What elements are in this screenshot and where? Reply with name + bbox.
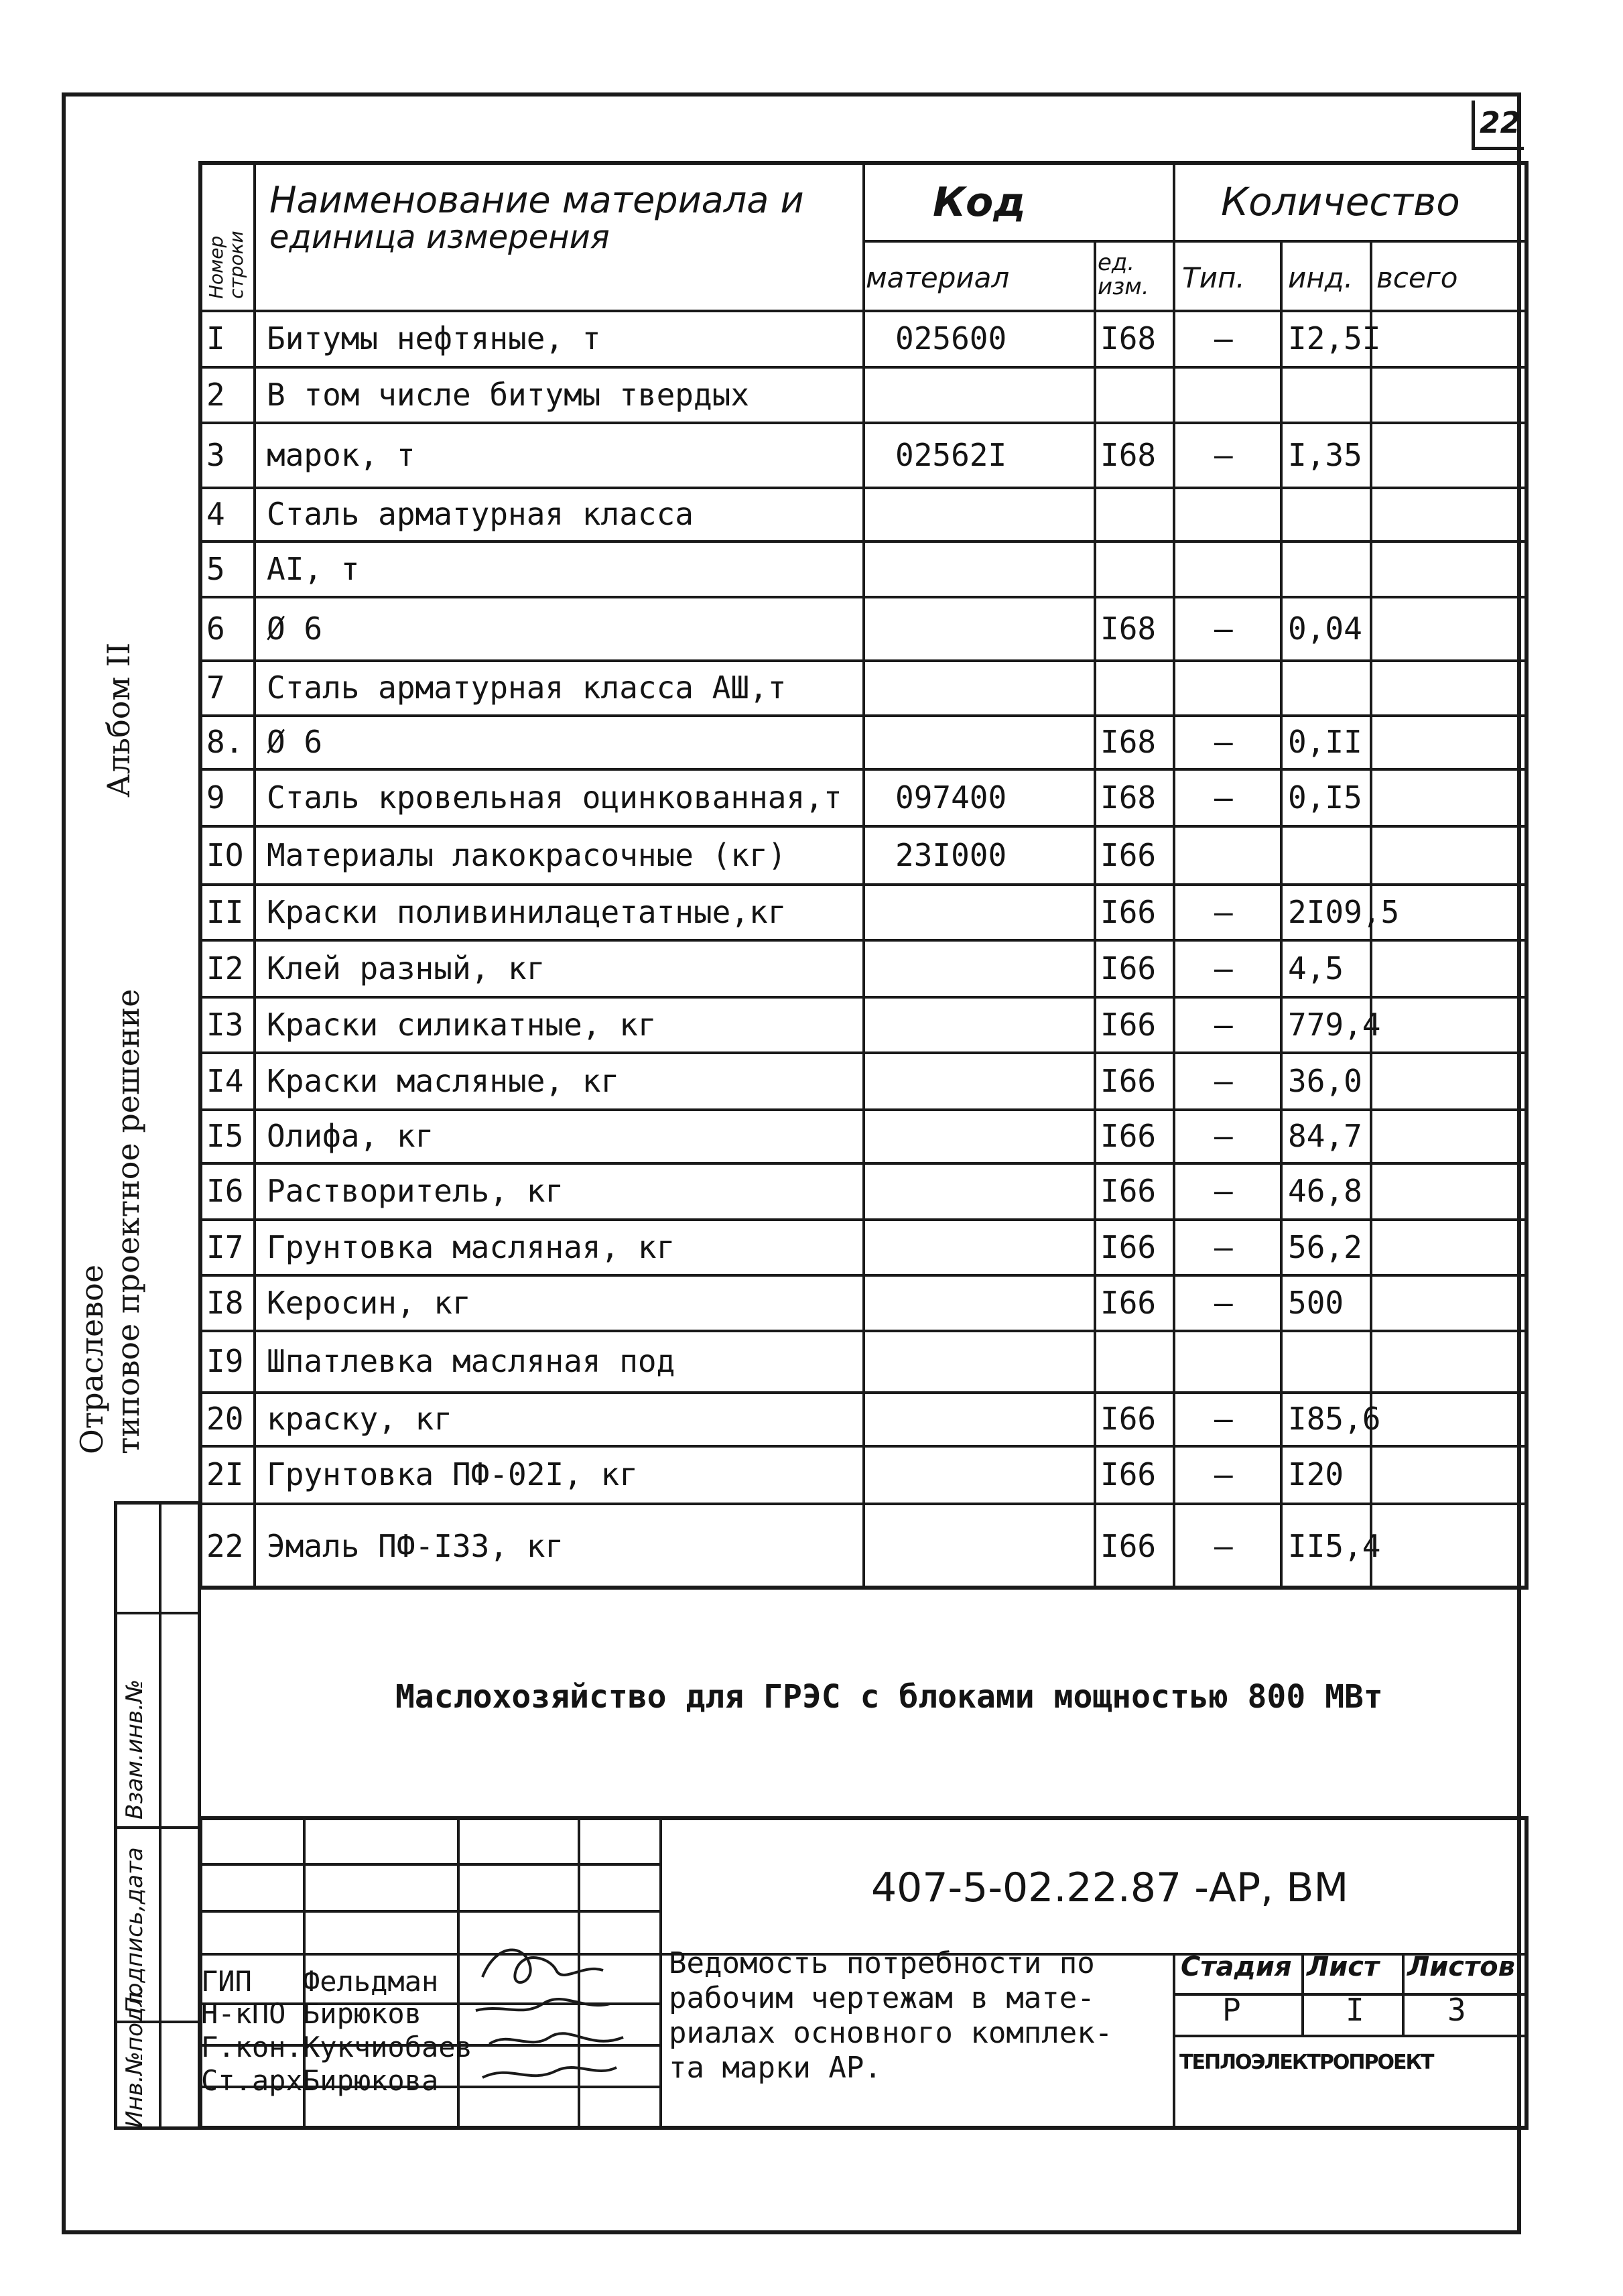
cell-unit: I66 xyxy=(1100,1118,1157,1154)
type-header: Тип. xyxy=(1182,261,1245,294)
cell-type: – xyxy=(1214,436,1233,473)
cell-ind: 0,I5 xyxy=(1288,779,1362,816)
cell-code: 02562I xyxy=(895,436,1007,473)
cell-n: IO xyxy=(206,836,244,873)
cell-unit: I66 xyxy=(1100,1401,1157,1437)
cell-unit: I66 xyxy=(1100,836,1157,873)
cell-n: 7 xyxy=(206,669,225,706)
cell-unit: I66 xyxy=(1100,1228,1157,1265)
row-divider xyxy=(202,1274,1526,1277)
row-divider xyxy=(202,1218,1526,1221)
row-divider xyxy=(202,825,1526,828)
row-divider xyxy=(202,540,1526,543)
cell-name: краску, кг xyxy=(267,1401,452,1437)
name-npo: Бирюков xyxy=(303,1997,422,2030)
album-label: Альбом II xyxy=(101,642,137,798)
cell-n: II xyxy=(206,893,244,930)
row-divider xyxy=(202,768,1526,771)
cell-name: Краски масляные, кг xyxy=(267,1062,620,1099)
row-divider xyxy=(202,659,1526,662)
cell-type: – xyxy=(1214,779,1233,816)
cell-type: – xyxy=(1214,1062,1233,1099)
cell-ind: 4,5 xyxy=(1288,950,1344,986)
material-header: материал xyxy=(866,261,1010,294)
cell-name: Материалы лакокрасочные (кг) xyxy=(267,836,787,873)
row-divider xyxy=(202,1162,1526,1165)
cell-n: I3 xyxy=(206,1006,244,1043)
cell-code: 097400 xyxy=(895,779,1007,816)
cell-name: Эмаль ПФ-I33, кг xyxy=(267,1528,564,1564)
cell-name: Грунтовка ПФ-02I, кг xyxy=(267,1456,638,1492)
cell-type: – xyxy=(1214,1228,1233,1265)
cell-n: I5 xyxy=(206,1118,244,1154)
cell-n: I9 xyxy=(206,1343,244,1379)
cell-name: Растворитель, кг xyxy=(267,1173,564,1209)
cell-unit: I66 xyxy=(1100,1284,1157,1321)
cell-type: – xyxy=(1214,724,1233,760)
cell-unit: I66 xyxy=(1100,950,1157,986)
unit-header: ед. изм. xyxy=(1098,249,1149,300)
role-npo: Н-кПО xyxy=(201,1997,286,2030)
row-divider xyxy=(202,996,1526,999)
individual-header: инд. xyxy=(1288,261,1354,294)
handwritten-signatures xyxy=(469,1937,630,2091)
cell-ind: 84,7 xyxy=(1288,1118,1362,1154)
cell-ind: 779,4 xyxy=(1288,1006,1381,1043)
cell-name: Сталь кровельная оцинкованная,т xyxy=(267,779,842,816)
cell-ind: I20 xyxy=(1288,1456,1344,1492)
cell-n: I6 xyxy=(206,1173,244,1209)
cell-name: Ø 6 xyxy=(267,610,323,647)
cell-n: 9 xyxy=(206,779,225,816)
cell-type: – xyxy=(1214,1456,1233,1492)
cell-unit: I68 xyxy=(1100,779,1157,816)
cell-n: 4 xyxy=(206,496,225,532)
signature-date-label: Подпись,дата xyxy=(121,1847,148,2014)
replacement-inv-label: Взам.инв.№ xyxy=(121,1679,148,1820)
cell-ind: 36,0 xyxy=(1288,1062,1362,1099)
row-divider xyxy=(202,1051,1526,1054)
row-divider xyxy=(202,596,1526,598)
cell-name: Битумы нефтяные, т xyxy=(267,320,601,357)
document-code: 407-5-02.22.87 -АР, ВМ xyxy=(871,1864,1349,1911)
cell-n: I4 xyxy=(206,1062,244,1099)
cell-ind: I85,6 xyxy=(1288,1401,1381,1437)
stage-label: Стадия xyxy=(1181,1952,1292,1982)
row-divider xyxy=(202,1108,1526,1111)
row-divider xyxy=(202,939,1526,942)
cell-type: – xyxy=(1214,950,1233,986)
row-divider xyxy=(202,1503,1526,1505)
cell-name: Олифа, кг xyxy=(267,1118,434,1154)
cell-type: – xyxy=(1214,1118,1233,1154)
cell-ind: 46,8 xyxy=(1288,1173,1362,1209)
cell-n: 5 xyxy=(206,550,225,587)
total-header: всего xyxy=(1376,261,1458,294)
sheets-label: Листов xyxy=(1407,1952,1515,1982)
name-gkon: Кукчиобаев xyxy=(303,2031,472,2063)
cell-ind: I,35 xyxy=(1288,436,1362,473)
organization-name: ТЕПЛОЭЛЕКТРОПРОЕКТ xyxy=(1179,2051,1433,2074)
row-divider xyxy=(202,487,1526,489)
cell-ind: 56,2 xyxy=(1288,1228,1362,1265)
cell-n: I xyxy=(206,320,225,357)
cell-name: Краски силикатные, кг xyxy=(267,1006,657,1043)
cell-ind: I2,5I xyxy=(1288,320,1381,357)
cell-n: 2 xyxy=(206,376,225,413)
description-line: рабочим чертежам в мате- xyxy=(669,1981,1095,2015)
sheet-description xyxy=(669,1946,1112,2086)
cell-name: Сталь арматурная класса АШ,т xyxy=(267,669,787,706)
cell-type: – xyxy=(1214,1006,1233,1043)
materials-table xyxy=(198,161,1529,1590)
description-line: риалах основного комплек- xyxy=(669,2016,1113,2050)
cell-unit: I66 xyxy=(1100,1173,1157,1209)
row-divider xyxy=(202,422,1526,424)
cell-unit: I66 xyxy=(1100,1528,1157,1564)
row-divider xyxy=(202,1445,1526,1448)
cell-type: – xyxy=(1214,320,1233,357)
cell-name: Шпатлевка масляная под xyxy=(267,1343,675,1379)
page-number: 22 xyxy=(1480,106,1521,140)
cell-n: I7 xyxy=(206,1228,244,1265)
cell-unit: I66 xyxy=(1100,1062,1157,1099)
project-label-line2: типовое проектное решение xyxy=(110,988,146,1454)
cell-ind: 0,04 xyxy=(1288,610,1362,647)
cell-name: Грунтовка масляная, кг xyxy=(267,1228,675,1265)
cell-n: 2I xyxy=(206,1456,244,1492)
cell-name: марок, т xyxy=(267,436,415,473)
cell-code: 23I000 xyxy=(895,836,1007,873)
object-title: Маслохозяйство для ГРЭС с блоками мощностью 800 МВт xyxy=(395,1678,1383,1716)
cell-n: 20 xyxy=(206,1401,244,1437)
cell-ind: 500 xyxy=(1288,1284,1344,1321)
stage-value: Р xyxy=(1222,1992,1241,2028)
cell-n: I8 xyxy=(206,1284,244,1321)
cell-n: 3 xyxy=(206,436,225,473)
name-header-line1: Наименование материала и xyxy=(269,179,804,221)
row-divider xyxy=(202,883,1526,886)
cell-ind: 0,II xyxy=(1288,724,1362,760)
cell-ind: II5,4 xyxy=(1288,1528,1381,1564)
row-divider xyxy=(202,1391,1526,1394)
cell-ind: 2I09,5 xyxy=(1288,893,1400,930)
cell-name: AI, т xyxy=(267,550,360,587)
description-line: Ведомость потребности по xyxy=(669,1946,1095,1980)
quantity-header: Количество xyxy=(1221,179,1460,225)
cell-n: 22 xyxy=(206,1528,244,1564)
cell-name: Керосин, кг xyxy=(267,1284,471,1321)
cell-name: Клей разный, кг xyxy=(267,950,545,986)
role-gip: ГИП xyxy=(201,1965,252,1998)
row-divider xyxy=(202,1330,1526,1332)
cell-unit: I66 xyxy=(1100,1006,1157,1043)
cell-type: – xyxy=(1214,1528,1233,1564)
cell-name: Краски поливинилацетатные,кг xyxy=(267,893,787,930)
left-strip xyxy=(114,1501,201,2130)
description-line: та марки АР. xyxy=(669,2051,882,2085)
row-number-header: Номер строки xyxy=(205,231,247,299)
cell-n: I2 xyxy=(206,950,244,986)
cell-unit: I68 xyxy=(1100,724,1157,760)
cell-unit: I68 xyxy=(1100,610,1157,647)
cell-type: – xyxy=(1214,610,1233,647)
cell-type: – xyxy=(1214,893,1233,930)
role-gkon: Г.кон. xyxy=(201,2031,303,2063)
cell-type: – xyxy=(1214,1284,1233,1321)
inv-no-original-label: Инв.№подл. xyxy=(121,1985,148,2128)
cell-unit: I68 xyxy=(1100,436,1157,473)
cell-name: В том числе битумы твердых xyxy=(267,376,750,413)
cell-unit: I66 xyxy=(1100,1456,1157,1492)
name-header-line2: единица измерения xyxy=(269,218,610,256)
name-starch: Бирюкова xyxy=(303,2064,439,2097)
cell-unit: I66 xyxy=(1100,893,1157,930)
cell-type: – xyxy=(1214,1401,1233,1437)
code-header: Код xyxy=(933,179,1026,226)
cell-n: 6 xyxy=(206,610,225,647)
cell-name: Сталь арматурная класса xyxy=(267,496,694,532)
cell-name: Ø 6 xyxy=(267,724,323,760)
cell-type: – xyxy=(1214,1173,1233,1209)
sheets-value: 3 xyxy=(1447,1992,1466,2028)
row-divider xyxy=(202,714,1526,717)
cell-n: 8. xyxy=(206,724,244,760)
cell-code: 025600 xyxy=(895,320,1007,357)
sheet-value: I xyxy=(1346,1992,1364,2028)
project-label-line1: Отраслевое xyxy=(74,1264,110,1454)
role-starch: Ст.арх. xyxy=(201,2064,320,2097)
cell-unit: I68 xyxy=(1100,320,1157,357)
row-divider xyxy=(202,366,1526,369)
name-gip: Фельдман xyxy=(303,1965,439,1998)
sheet-label: Лист xyxy=(1307,1952,1380,1982)
